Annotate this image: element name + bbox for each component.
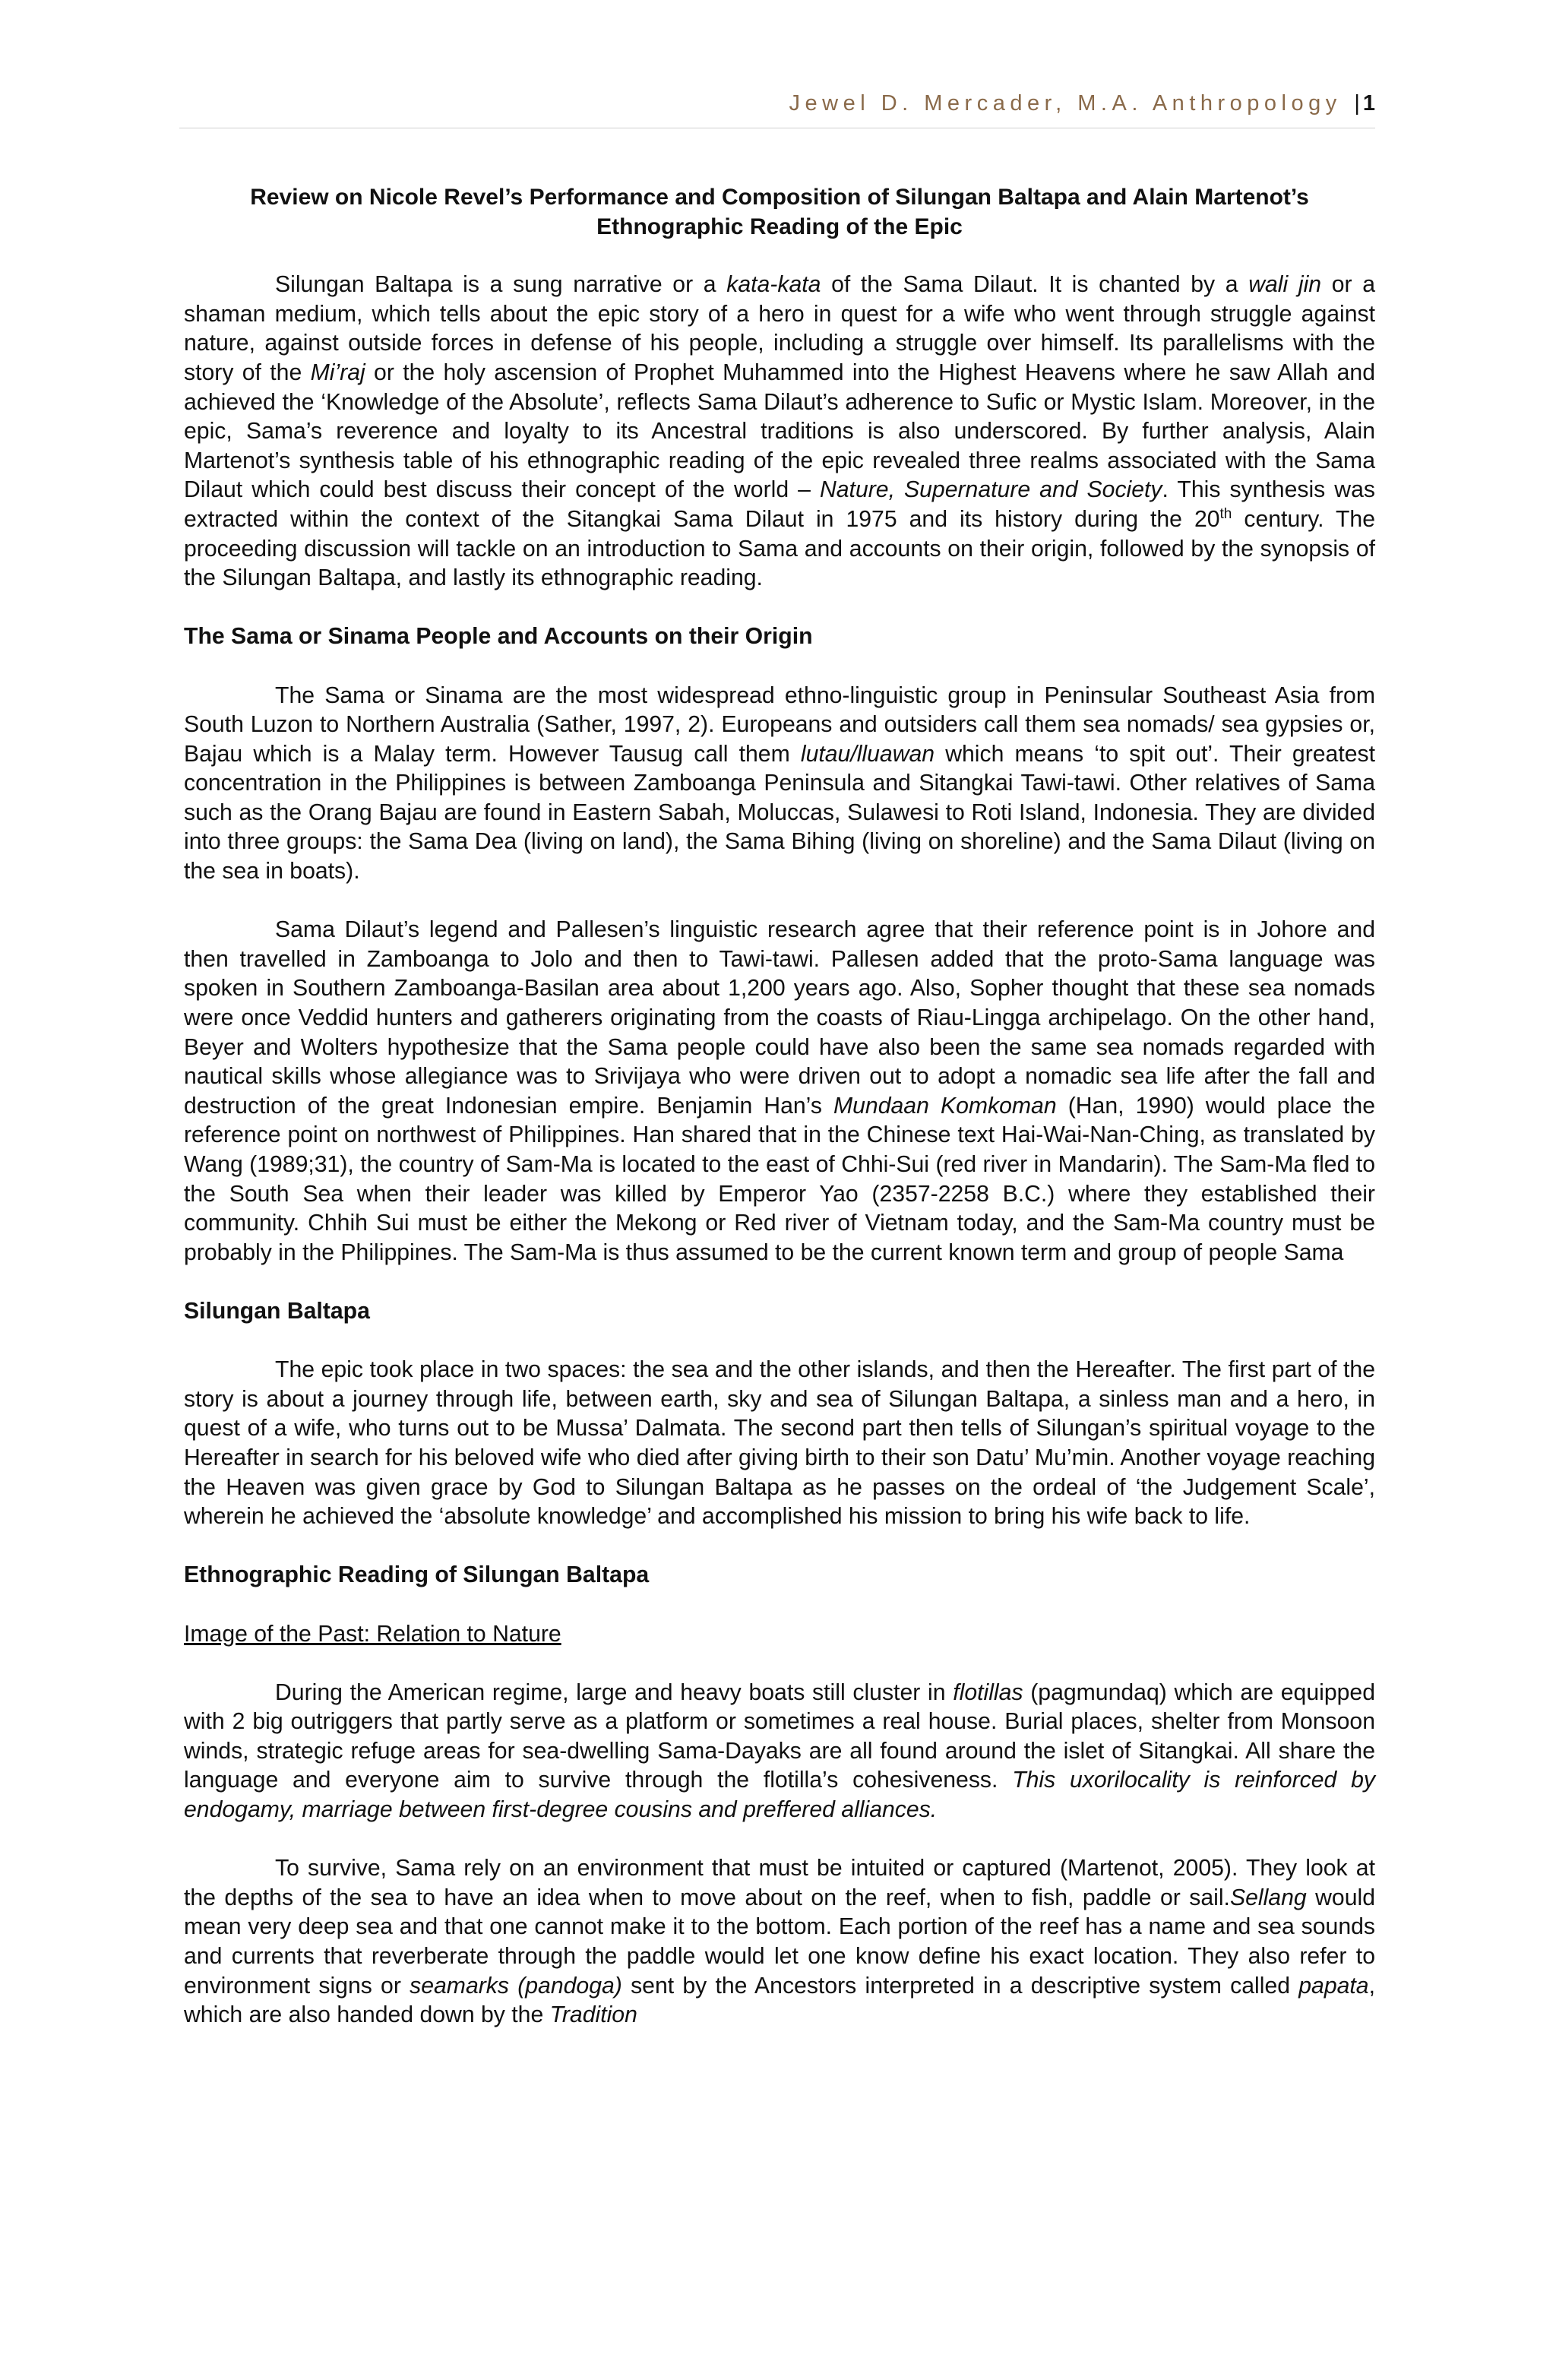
italic-term: flotillas [953,1679,1023,1705]
text-run: or the holy ascension of Prophet Muhammed into the Highest Heavens where he saw Allah and achieved the ‘Knowledge of the Absolute’, reflects Sama Dilaut’s adherence to Sufic or Mystic Islam. Moreover, in the epic, Sama’s reverence and loyalty to its Ancestral traditions is also underscored. By further analysis, Alain Martenot’s synthesis table of his ethnographic reading of the epic revealed three realms associated with the Sama Dilaut which could best discuss their concept of the world – [184,359,1376,503]
section-heading-ethnographic: Ethnographic Reading of Silungan Baltapa [184,1562,650,1588]
text-run: century. The proceeding discussion will tackle on an introduction to Sama and accounts on their origin, followed by the synopsis of the Silungan Baltapa, and lastly its ethnographic reading. [184,506,1375,591]
nature-paragraph-2 [184,1854,1375,2030]
text-run: . This synthesis was extracted within the context of the Sitangkai Sama Dilaut in 1975 and its history during the 20 [184,477,1375,532]
text-run: During the American regime, large and heavy boats still cluster in [275,1679,954,1705]
nature-paragraph-1 [184,1679,1375,1825]
document-body [184,183,1375,2059]
italic-term: Tradition [549,2002,637,2028]
origin-paragraph-2 [184,916,1375,1268]
document-page [184,0,1375,2380]
text-run: Silungan Baltapa is a sung narrative or a [275,272,727,298]
italic-term: Sellang [1229,1885,1307,1910]
italic-term: Mundaan Komkoman [833,1093,1057,1119]
text-run: The Sama or Sinama are the most widespread ethno-linguistic group in Peninsular Southeast Asia from South Luzon to Northern Australia (Sather, 1997, 2). Europeans and outsiders call them sea nomads/ sea gypsies or, Bajau which is a Malay term. However Tausug call them [184,682,1375,767]
italic-sentence: This uxorilocality is reinforced by endogamy, marriage between first-degree cousins and preffered alliances. [184,1768,1375,1823]
text-run: or a shaman medium, which tells about the epic story of a hero in quest for a wife who went through struggle against nature, against outside forces in defense of his people, including a struggle over himself. Its parallelisms with the story of the [184,272,1376,385]
text-run: would mean very deep sea and that one cannot make it to the bottom. Each portion of the reef has a name and sea sounds and currents that reverberate through the paddle would let one know define his exact location. They also refer to environment signs or [184,1885,1375,1999]
origin-paragraph-1 [184,682,1375,887]
text-run: of the Sama Dilaut. It is chanted by a [821,272,1249,298]
superscript: th [1219,505,1232,522]
subsection-heading-nature: Image of the Past: Relation to Nature [184,1621,561,1647]
intro-paragraph [184,271,1375,593]
text-run: Sama Dilaut’s legend and Pallesen’s linguistic research agree that their reference point is in Johore and then travelled in Zamboanga to Jolo and then to Tawi-tawi. Pallesen added that the proto-Sama language was spoken in Southern Zamboanga-Basilan area about 1,200 years ago. Also, Sopher thought that these sea nomads were once Veddid hunters and gatherers originating from the coasts of Riau-Lingga archipelago. On the other hand, Beyer and Wolters hypothesize that the Sama people could have also been the same sea nomads regarded with nautical skills whose allegiance was to Srivijaya who were driven out to adopt a nomadic sea life after the fall and destruction of the great Indonesian empire. Benjamin Han’s [184,917,1375,1119]
text-run: which means ‘to spit out’. Their greatest concentration in the Philippines is between Zamboanga Peninsula and Sitangkai Tawi-tawi. Other relatives of Sama such as the Orang Bajau are found in Eastern Sabah, Moluccas, Sulawesi to Roti Island, Indonesia. They are divided into three groups: the Sama Dea (living on land), the Sama Bihing (living on shoreline) and the Sama Dilaut (living on the sea in boats). [184,741,1375,885]
title-line-2: Ethnographic Reading of the Epic [596,214,963,239]
text-run: (pagmundaq) which are equipped with 2 big outriggers that partly serve as a platform or sometimes a real house. Burial places, shelter from Monsoon winds, strategic refuge areas for sea-dwelling Sama-Dayaks are all found around the islet of Sitangkai. All share the language and everyone aim to survive through the flotilla’s cohesiveness. [184,1679,1376,1793]
silungan-paragraph: The epic took place in two spaces: the sea and the other islands, and then the Hereafter. The first part of the story is about a journey through life, between earth, sky and sea of Silungan Baltapa, a sinless man and a hero, in quest of a wife, who turns out to be Mussa’ Dalmata. The second part then tells of Silungan’s spiritual voyage to the Hereafter in search for his beloved wife who died after giving birth to their son Datu’ Mu’min. Another voyage reaching the Heaven was given grace by God to Silungan Baltapa as he passes on the ordeal of ‘the Judgement Scale’, wherein he achieved the ‘absolute knowledge’ and accomplished his mission to bring his wife back to life. [184,1357,1375,1530]
italic-term: Nature, Supernature and Society [819,477,1162,503]
text-run: To survive, Sama rely on an environment that must be intuited or captured (Martenot, 2005). They look at the depths of the sea to have an idea when to move about on the reef, when to fish, paddle or sail. [184,1856,1375,1910]
italic-term: Mi’raj [310,359,365,385]
text-run: sent by the Ancestors interpreted in a descriptive system called [621,1973,1299,1999]
page-number: 1 [1362,91,1375,116]
italic-term: papata [1298,1973,1369,1999]
section-heading-silungan: Silungan Baltapa [184,1298,370,1324]
italic-term: lutau/lluawan [800,741,935,767]
italic-term: seamarks (pandoga) [410,1973,622,1999]
section-heading-origin: The Sama or Sinama People and Accounts on their Origin [184,624,813,650]
running-title: Jewel D. Mercader, M.A. Anthropology [789,91,1342,116]
document-title [184,183,1375,242]
running-header [789,91,1375,116]
text-run: (Han, 1990) would place the reference point on northwest of Philippines. Han shared that in the Chinese text Hai-Wai-Nan-Ching, as translated by Wang (1989;31), the country of Sam-Ma is located to the east of Chhi-Sui (red river in Mandarin). The Sam-Ma fled to the South Sea when their leader was killed by Emperor Yao (2357-2258 B.C.) where they established their community. Chhih Sui must be either the Mekong or Red river of Vietnam today, and the Sam-Ma country must be probably in the Philippines. The Sam-Ma is thus assumed to be the current known term and group of people Sama [184,1093,1375,1265]
italic-term: kata-kata [726,272,821,298]
title-line-1: Review on Nicole Revel’s Performance and Composition of Silungan Baltapa and Alain Martenot’s [250,185,1309,210]
header-separator: | [1354,91,1360,116]
italic-term: wali jin [1248,272,1322,298]
text-run: , which are also handed down by the [184,1973,1375,2028]
